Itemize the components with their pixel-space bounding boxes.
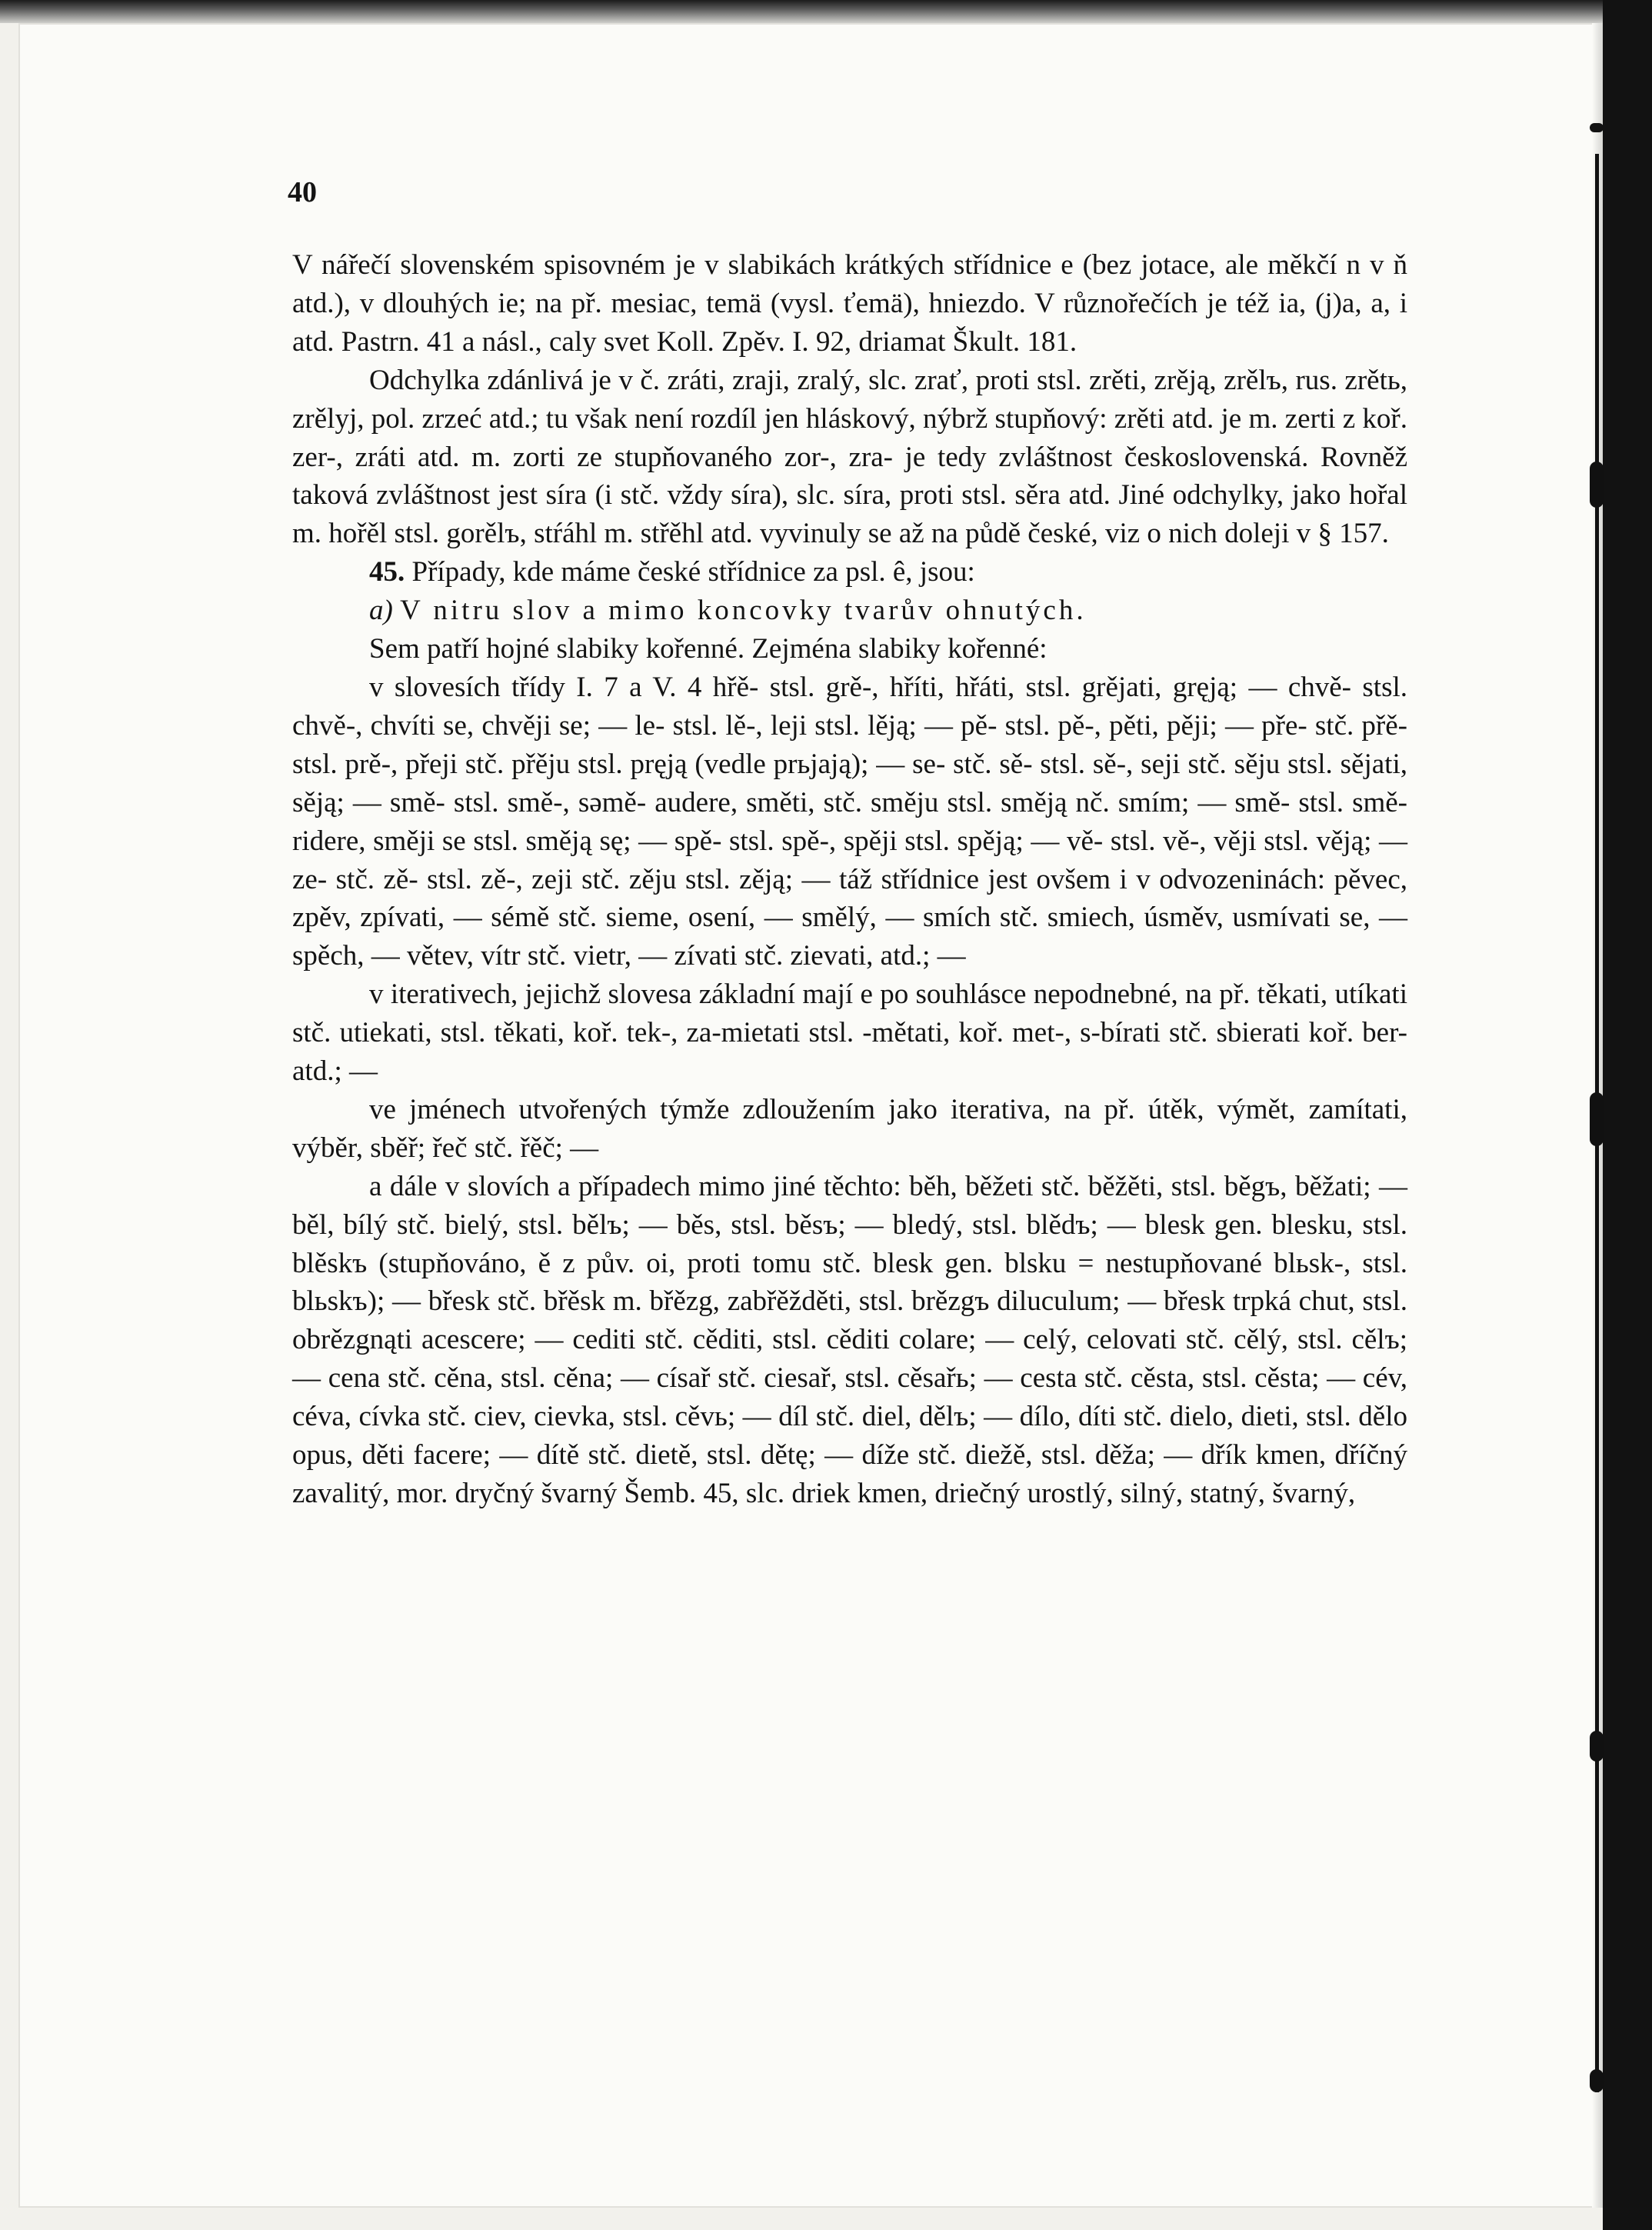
page-number: 40 <box>288 176 317 208</box>
section-number: 45. <box>369 556 405 588</box>
paragraph: Sem patří hojné slabiky kořenné. Zejména slabiky kořenné: <box>369 633 1047 665</box>
scan-top-edge <box>0 0 1652 23</box>
paragraph: V nářečí slovenském spisovném je v slabikách krátkých střídnice e (bez jotace, ale měkčí n v ň atd.), v dlouhých ie; na př. mesiac, temä (vysl. ťemä), hniezdo. V různořečích je též ia, (j)a, a, i atd. Pastrn. 41 a násl., caly svet Koll. Zpěv. I. 92, driamat Škult. 181. <box>292 249 1407 358</box>
paragraph: Odchylka zdánlivá je v č. zráti, zraji, zralý, slc. zrať, proti stsl. zrěti, zrěją, zrělъ, rus. zrětь, zrělyj, pol. zrzeć atd.; tu však není rozdíl jen hláskový, nýbrž stupňový: zrěti atd. je m. zerti z koř. zer-, zráti atd. m. zorti ze stupňovaného zor-, zra- je tedy zvláštnost československá. Rovněž taková zvláštnost jest síra (i stč. vždy síra), slc. síra, proti stsl. sěra atd. Jiné odchylky, jako hořal m. hořěl stsl. gorělъ, stŕáhl m. střěhl atd. vyvinuly se až na půdě české, viz o nich doleji v § 157. <box>292 364 1407 550</box>
page-text <box>292 246 1407 1513</box>
binding-mark <box>1590 1092 1604 1146</box>
section-heading-text: Případy, kde máme české střídnice za psl. ê, jsou: <box>411 556 975 588</box>
binding-mark <box>1590 462 1604 508</box>
scan-dark-margin <box>1603 0 1652 2230</box>
paragraph: v iterativech, jejichž slovesa základní mají e po souhlásce nepodnebné, na př. těkati, utíkati stč. utiekati, stsl. těkati, koř. tek-, za-mietati stsl. -mětati, koř. met-, s-bírati stč. sbierati koř. ber- atd.; — <box>292 978 1407 1088</box>
subsection-heading-text: V nitru slov a mimo koncovky tvarův ohnutých. <box>400 595 1087 627</box>
subsection-heading <box>292 592 1407 630</box>
paragraph: v slovesích třídy I. 7 a V. 4 hřě- stsl. grě-, hříti, hřáti, stsl. grějati, gręją; — chvě- stsl. chvě-, chvíti se, chvěji se; — le- stsl. lě-, leji stsl. lěją; — pě- stsl. pě-, pěti, pěji; — pře- stč. přě- stsl. prě-, přeji stč. přěju stsl. pręją (vedle prьjają); — se- stč. sě- stsl. sě-, seji stč. sěju stsl. sějati, sěją; — smě- stsl. smě-, səmě- audere, směti, stč. směju stsl. směją nč. smím; — smě- stsl. smě- ridere, směji se stsl. směją sę; — spě- stsl. spě-, spěji stsl. spěją; — vě- stsl. vě-, věji stsl. věją; — ze- stč. zě- stsl. zě-, zeji stč. zěju stsl. zěją; — táž střídnice jest ovšem i v odvozeninách: pěvec, zpěv, zpívati, — sémě stč. sieme, osení, — smělý, — smích stč. smiech, úsměv, usmívati se, — spěch, — větev, vítr stč. vietr, — zívati stč. zievati, atd.; — <box>292 671 1407 972</box>
binding-mark <box>1590 2069 1604 2092</box>
subsection-letter: a) <box>369 595 393 627</box>
paragraph: a dále v slovích a případech mimo jiné těchto: běh, běžeti stč. běžěti, stsl. běgъ, běžati; — běl, bílý stč. bielý, stsl. bělъ; — běs, stsl. běsъ; — bledý, stsl. blědъ; — blesk gen. blesku, stsl. blěskъ (stupňováno, ě z pův. oi, proti tomu stč. blesk gen. blsku = nestupňované blьsk-, stsl. blьskъ); — břesk stč. břěsk m. břězg, zabřěžděti, stsl. brězgъ diluculum; — břesk trpká chut, stsl. obrězgnąti acescere; — cediti stč. cěditi, stsl. cěditi colare; — celý, celovati stč. cělý, stsl. cělъ; — cena stč. cěna, stsl. cěna; — císař stč. ciesař, stsl. cěsařь; — cesta stč. cěsta, stsl. cěsta; — cév, céva, cívka stč. ciev, cievka, stsl. cěvь; — díl stč. diel, dělъ; — dílo, díti stč. dielo, dieti, stsl. dělo opus, děti facere; — dítě stč. dietě, stsl. dětę; — díže stč. diežě, stsl. děža; — dřík kmen, dříčný zavalitý, mor. dryčný švarný Šemb. 45, slc. driek kmen, driečný urostlý, silný, statný, švarný, <box>292 1170 1407 1509</box>
section-heading <box>292 553 1407 592</box>
binding-mark <box>1590 1731 1604 1762</box>
paragraph: ve jménech utvořených týmže zdloužením jako iterativa, na př. útěk, výmět, zamítati, výběr, sběř; řeč stč. řěč; — <box>292 1093 1407 1164</box>
binding-mark <box>1590 123 1604 132</box>
